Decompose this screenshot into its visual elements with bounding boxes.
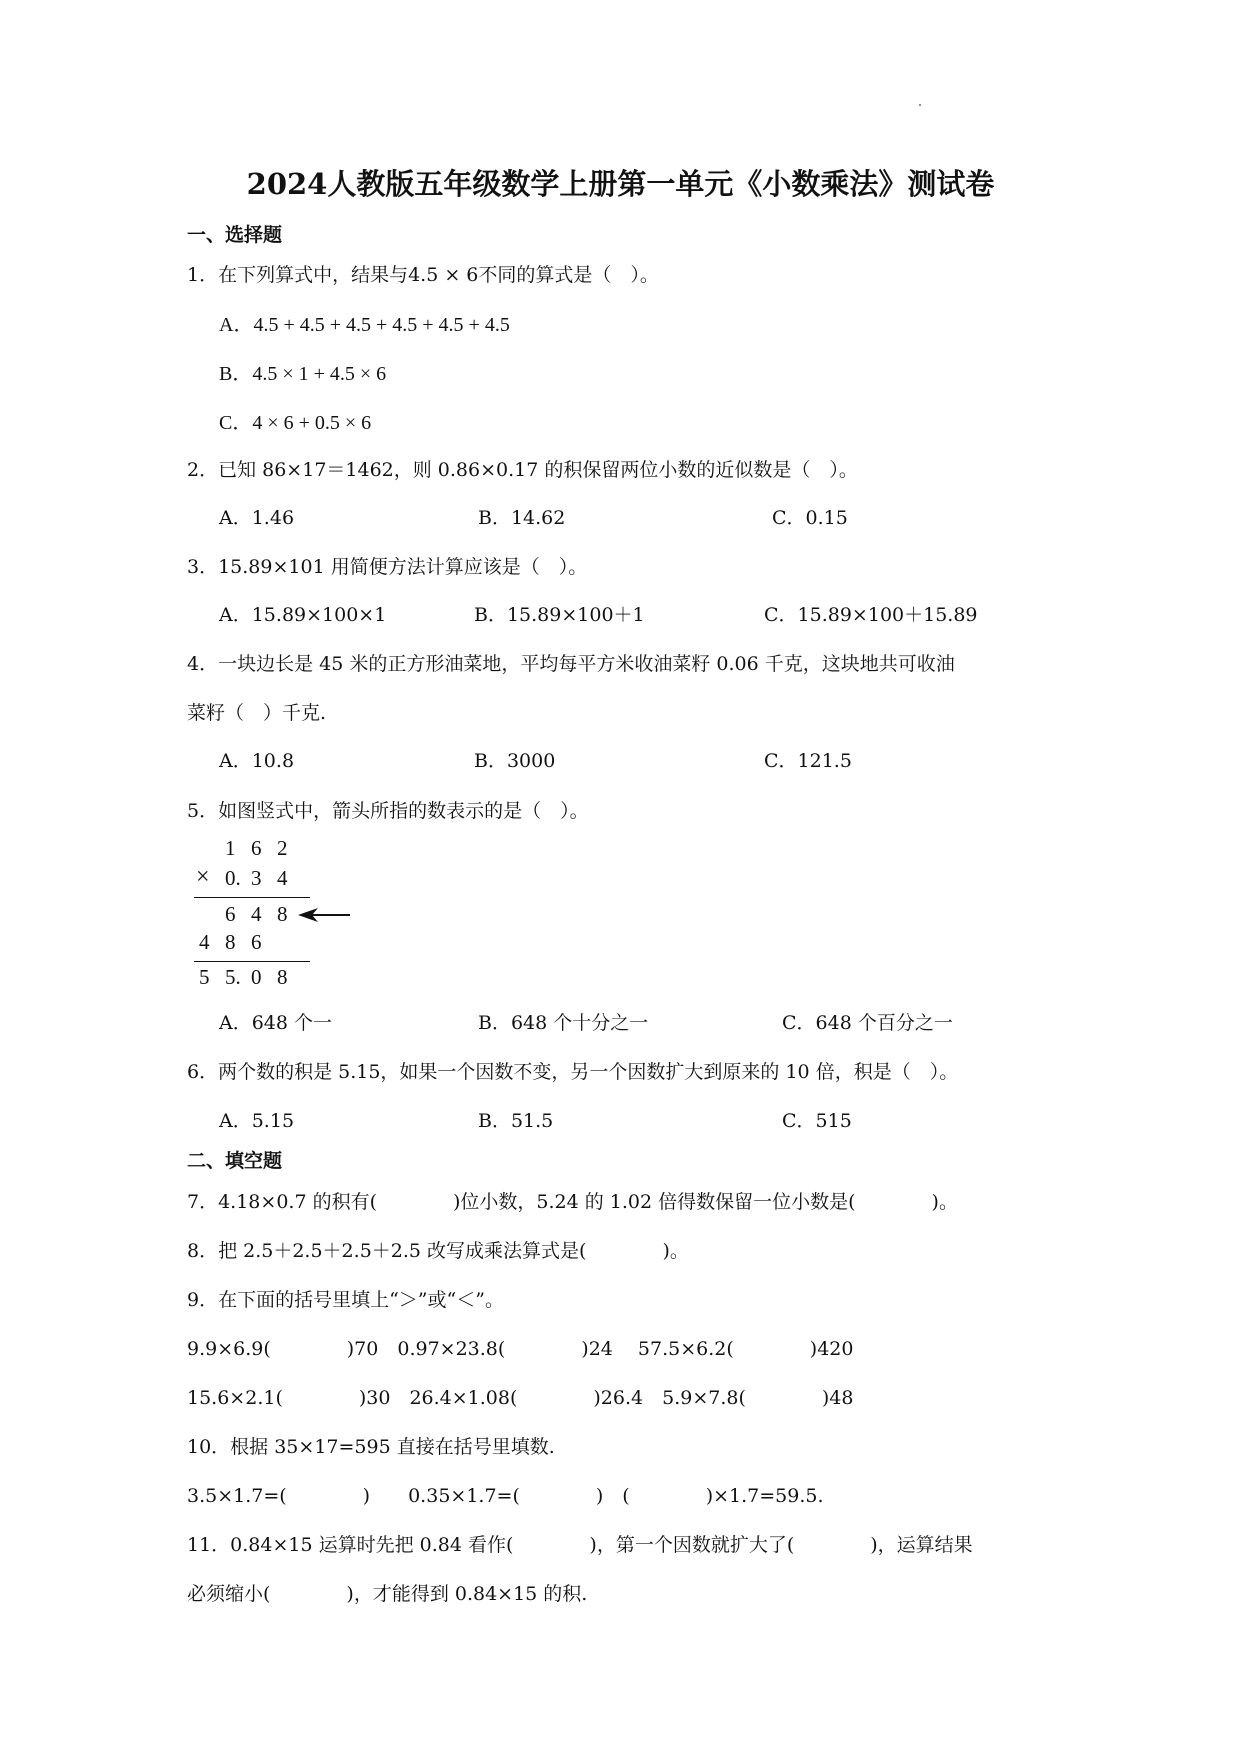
q2-option-a: A．1.46 bbox=[219, 507, 295, 529]
vertical-digit: 8 bbox=[277, 902, 288, 926]
page-title: 2024人教版五年级数学上册第一单元《小数乘法》测试卷 bbox=[246, 167, 995, 201]
q6-option-b: B．51.5 bbox=[478, 1110, 554, 1132]
section-choice-heading: 一、选择题 bbox=[187, 224, 283, 246]
q8-stem: 8．把 2.5＋2.5＋2.5＋2.5 改写成乘法算式是( )。 bbox=[187, 1240, 689, 1262]
corner-dot bbox=[919, 104, 921, 106]
vertical-rule bbox=[194, 897, 310, 898]
q5-stem: 5．如图竖式中，箭头所指的数表示的是（ ）。 bbox=[187, 800, 589, 822]
multiply-sign: × bbox=[196, 864, 210, 890]
vertical-digit: 0. bbox=[225, 866, 241, 890]
q2-option-c: C．0.15 bbox=[772, 507, 848, 529]
section-fill-heading: 二、填空题 bbox=[187, 1150, 283, 1172]
vertical-digit: 3 bbox=[251, 866, 262, 890]
q2-option-b: B．14.62 bbox=[478, 507, 566, 529]
q6-stem: 6．两个数的积是 5.15，如果一个因数不变，另一个因数扩大到原来的 10 倍，积是（ ）。 bbox=[187, 1061, 959, 1083]
vertical-digit: 6 bbox=[251, 836, 262, 860]
q9-row1: 9.9×6.9( )70 0.97×23.8( )24 57.5×6.2( )420 bbox=[187, 1338, 854, 1360]
vertical-digit: 5 bbox=[199, 965, 210, 989]
vertical-digit: 4 bbox=[199, 930, 210, 954]
q4-stem-line1: 4．一块边长是 45 米的正方形油菜地，平均每平方米收油菜籽 0.06 千克，这块地共可收油 bbox=[187, 653, 955, 675]
q9-stem: 9．在下面的括号里填上“＞”或“＜”。 bbox=[187, 1289, 504, 1311]
vertical-digit: 1 bbox=[225, 836, 236, 860]
q3-stem: 3．15.89×101 用简便方法计算应该是（ ）。 bbox=[187, 556, 588, 578]
q1-option-c: C．4 × 6 + 0.5 × 6 bbox=[219, 412, 372, 434]
q4-option-a: A．10.8 bbox=[219, 750, 295, 772]
q5-option-b: B．648 个十分之一 bbox=[478, 1012, 649, 1034]
q7-stem: 7．4.18×0.7 的积有( )位小数，5.24 的 1.02 倍得数保留一位小数是( )。 bbox=[187, 1191, 958, 1213]
vertical-digit: 5. bbox=[225, 965, 241, 989]
q1-option-a: A．4.5 + 4.5 + 4.5 + 4.5 + 4.5 + 4.5 bbox=[219, 314, 510, 336]
q3-option-a: A．15.89×100×1 bbox=[219, 604, 387, 626]
vertical-digit: 8 bbox=[277, 965, 288, 989]
q10-row: 3.5×1.7=( ) 0.35×1.7=( ) ( )×1.7=59.5. bbox=[187, 1485, 824, 1507]
q6-option-a: A．5.15 bbox=[219, 1110, 295, 1132]
q1-option-b: B．4.5 × 1 + 4.5 × 6 bbox=[219, 363, 387, 385]
q4-stem-line2: 菜籽（ ）千克. bbox=[187, 702, 327, 724]
q11-line1: 11．0.84×15 运算时先把 0.84 看作( )，第一个因数就扩大了( )，运算结果 bbox=[187, 1534, 973, 1556]
vertical-digit: 4 bbox=[251, 902, 262, 926]
left-arrow-icon bbox=[296, 904, 352, 926]
vertical-digit: 2 bbox=[277, 836, 288, 860]
q3-option-c: C．15.89×100＋15.89 bbox=[764, 604, 978, 626]
q11-line2: 必须缩小( )，才能得到 0.84×15 的积. bbox=[187, 1583, 588, 1605]
q2-stem: 2．已知 86×17＝1462，则 0.86×0.17 的积保留两位小数的近似数是（ ）。 bbox=[187, 459, 858, 481]
q5-option-a: A．648 个一 bbox=[219, 1012, 333, 1034]
q4-option-c: C．121.5 bbox=[764, 750, 852, 772]
vertical-digit: 4 bbox=[277, 866, 288, 890]
vertical-digit: 0 bbox=[251, 965, 262, 989]
q6-option-c: C．515 bbox=[782, 1110, 852, 1132]
vertical-rule bbox=[194, 961, 310, 962]
vertical-digit: 6 bbox=[225, 902, 236, 926]
q3-option-b: B．15.89×100＋1 bbox=[474, 604, 645, 626]
q5-option-c: C．648 个百分之一 bbox=[782, 1012, 953, 1034]
vertical-digit: 8 bbox=[225, 930, 236, 954]
vertical-digit: 6 bbox=[251, 930, 262, 954]
q1-stem: 1．在下列算式中，结果与4.5 × 6不同的算式是（ ）。 bbox=[187, 264, 659, 286]
q9-row2: 15.6×2.1( )30 26.4×1.08( )26.4 5.9×7.8( )48 bbox=[187, 1387, 854, 1409]
q4-option-b: B．3000 bbox=[474, 750, 556, 772]
q10-stem: 10．根据 35×17=595 直接在括号里填数. bbox=[187, 1436, 555, 1458]
